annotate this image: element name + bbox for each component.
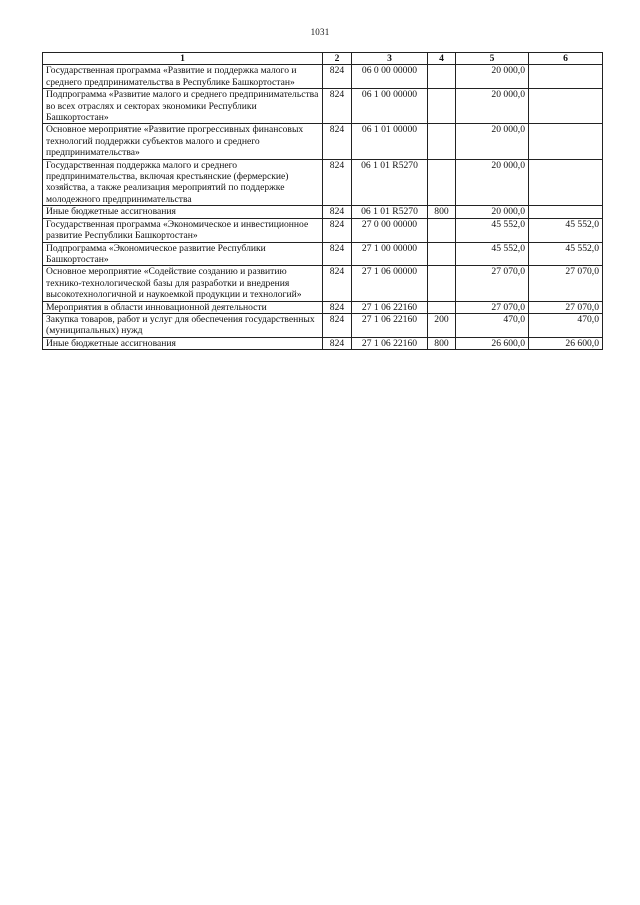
column-header-2: 2: [323, 53, 352, 65]
row-ministry-code: 824: [323, 266, 352, 301]
row-amount-2: [529, 124, 603, 159]
row-ministry-code: 824: [323, 301, 352, 313]
row-ministry-code: 824: [323, 337, 352, 349]
row-expense-type: 800: [428, 206, 456, 218]
row-ministry-code: 824: [323, 218, 352, 242]
row-target-article: 06 1 01 R5270: [352, 159, 428, 206]
row-name: Государственная поддержка малого и среднего предпринимательства, включая крестьянские (фермерские) хозяйства, а также реализация мероприятий по поддержке молодежного предпринимательства: [43, 159, 323, 206]
row-amount-1: 45 552,0: [456, 242, 529, 266]
row-amount-1: 20 000,0: [456, 206, 529, 218]
row-expense-type: 200: [428, 313, 456, 337]
row-target-article: 27 1 06 22160: [352, 313, 428, 337]
row-name: Иные бюджетные ассигнования: [43, 206, 323, 218]
row-ministry-code: 824: [323, 242, 352, 266]
row-target-article: 27 1 06 22160: [352, 337, 428, 349]
row-expense-type: [428, 218, 456, 242]
row-name: Основное мероприятие «Развитие прогрессивных финансовых технологий поддержки субъектов малого и среднего предпринимательства»: [43, 124, 323, 159]
row-amount-2: 26 600,0: [529, 337, 603, 349]
budget-table: [42, 52, 603, 350]
row-name: Подпрограмма «Экономическое развитие Республики Башкортостан»: [43, 242, 323, 266]
row-amount-1: 27 070,0: [456, 266, 529, 301]
table-row: [43, 242, 603, 266]
table-row: [43, 159, 603, 206]
table-row: [43, 218, 603, 242]
row-name: Государственная программа «Экономическое и инвестиционное развитие Республики Башкортостан»: [43, 218, 323, 242]
row-expense-type: 800: [428, 337, 456, 349]
table-row: [43, 65, 603, 89]
row-target-article: 06 1 01 00000: [352, 124, 428, 159]
row-ministry-code: 824: [323, 124, 352, 159]
row-name: Закупка товаров, работ и услуг для обеспечения государственных (муниципальных) нужд: [43, 313, 323, 337]
row-amount-2: 27 070,0: [529, 301, 603, 313]
table-row: [43, 124, 603, 159]
row-amount-2: 45 552,0: [529, 242, 603, 266]
row-amount-1: 20 000,0: [456, 159, 529, 206]
row-amount-2: 27 070,0: [529, 266, 603, 301]
row-amount-2: 45 552,0: [529, 218, 603, 242]
row-target-article: 06 0 00 00000: [352, 65, 428, 89]
column-header-1: 1: [43, 53, 323, 65]
row-name: Подпрограмма «Развитие малого и среднего предпринимательства во всех отраслях и секторах экономики Республики Башкортостан»: [43, 89, 323, 124]
column-header-6: 6: [529, 53, 603, 65]
row-ministry-code: 824: [323, 65, 352, 89]
row-target-article: 06 1 01 R5270: [352, 206, 428, 218]
row-expense-type: [428, 89, 456, 124]
row-amount-1: 45 552,0: [456, 218, 529, 242]
row-name: Мероприятия в области инновационной деятельности: [43, 301, 323, 313]
row-ministry-code: 824: [323, 89, 352, 124]
row-amount-2: [529, 89, 603, 124]
table-row: [43, 337, 603, 349]
table-header-row: [43, 53, 603, 65]
row-target-article: 06 1 00 00000: [352, 89, 428, 124]
row-amount-1: 20 000,0: [456, 65, 529, 89]
row-amount-2: 470,0: [529, 313, 603, 337]
row-ministry-code: 824: [323, 159, 352, 206]
row-expense-type: [428, 159, 456, 206]
row-amount-1: 26 600,0: [456, 337, 529, 349]
column-header-4: 4: [428, 53, 456, 65]
row-target-article: 27 1 00 00000: [352, 242, 428, 266]
row-expense-type: [428, 266, 456, 301]
row-name: Основное мероприятие «Содействие созданию и развитию технико-технологической базы для разработки и внедрения высокотехнологичной и наукоемкой продукции и технологий»: [43, 266, 323, 301]
row-target-article: 27 0 00 00000: [352, 218, 428, 242]
row-target-article: 27 1 06 00000: [352, 266, 428, 301]
row-amount-2: [529, 65, 603, 89]
row-name: Государственная программа «Развитие и поддержка малого и среднего предпринимательства в Республике Башкортостан»: [43, 65, 323, 89]
row-expense-type: [428, 124, 456, 159]
row-amount-1: 470,0: [456, 313, 529, 337]
row-amount-1: 20 000,0: [456, 89, 529, 124]
table-row: [43, 266, 603, 301]
table-row: [43, 301, 603, 313]
row-expense-type: [428, 301, 456, 313]
table-row: [43, 206, 603, 218]
row-amount-2: [529, 159, 603, 206]
row-expense-type: [428, 65, 456, 89]
table-row: [43, 313, 603, 337]
row-ministry-code: 824: [323, 313, 352, 337]
table-row: [43, 89, 603, 124]
row-name: Иные бюджетные ассигнования: [43, 337, 323, 349]
row-expense-type: [428, 242, 456, 266]
column-header-3: 3: [352, 53, 428, 65]
column-header-5: 5: [456, 53, 529, 65]
page-number: 1031: [310, 27, 330, 37]
row-target-article: 27 1 06 22160: [352, 301, 428, 313]
row-amount-1: 20 000,0: [456, 124, 529, 159]
row-amount-2: [529, 206, 603, 218]
row-amount-1: 27 070,0: [456, 301, 529, 313]
row-ministry-code: 824: [323, 206, 352, 218]
